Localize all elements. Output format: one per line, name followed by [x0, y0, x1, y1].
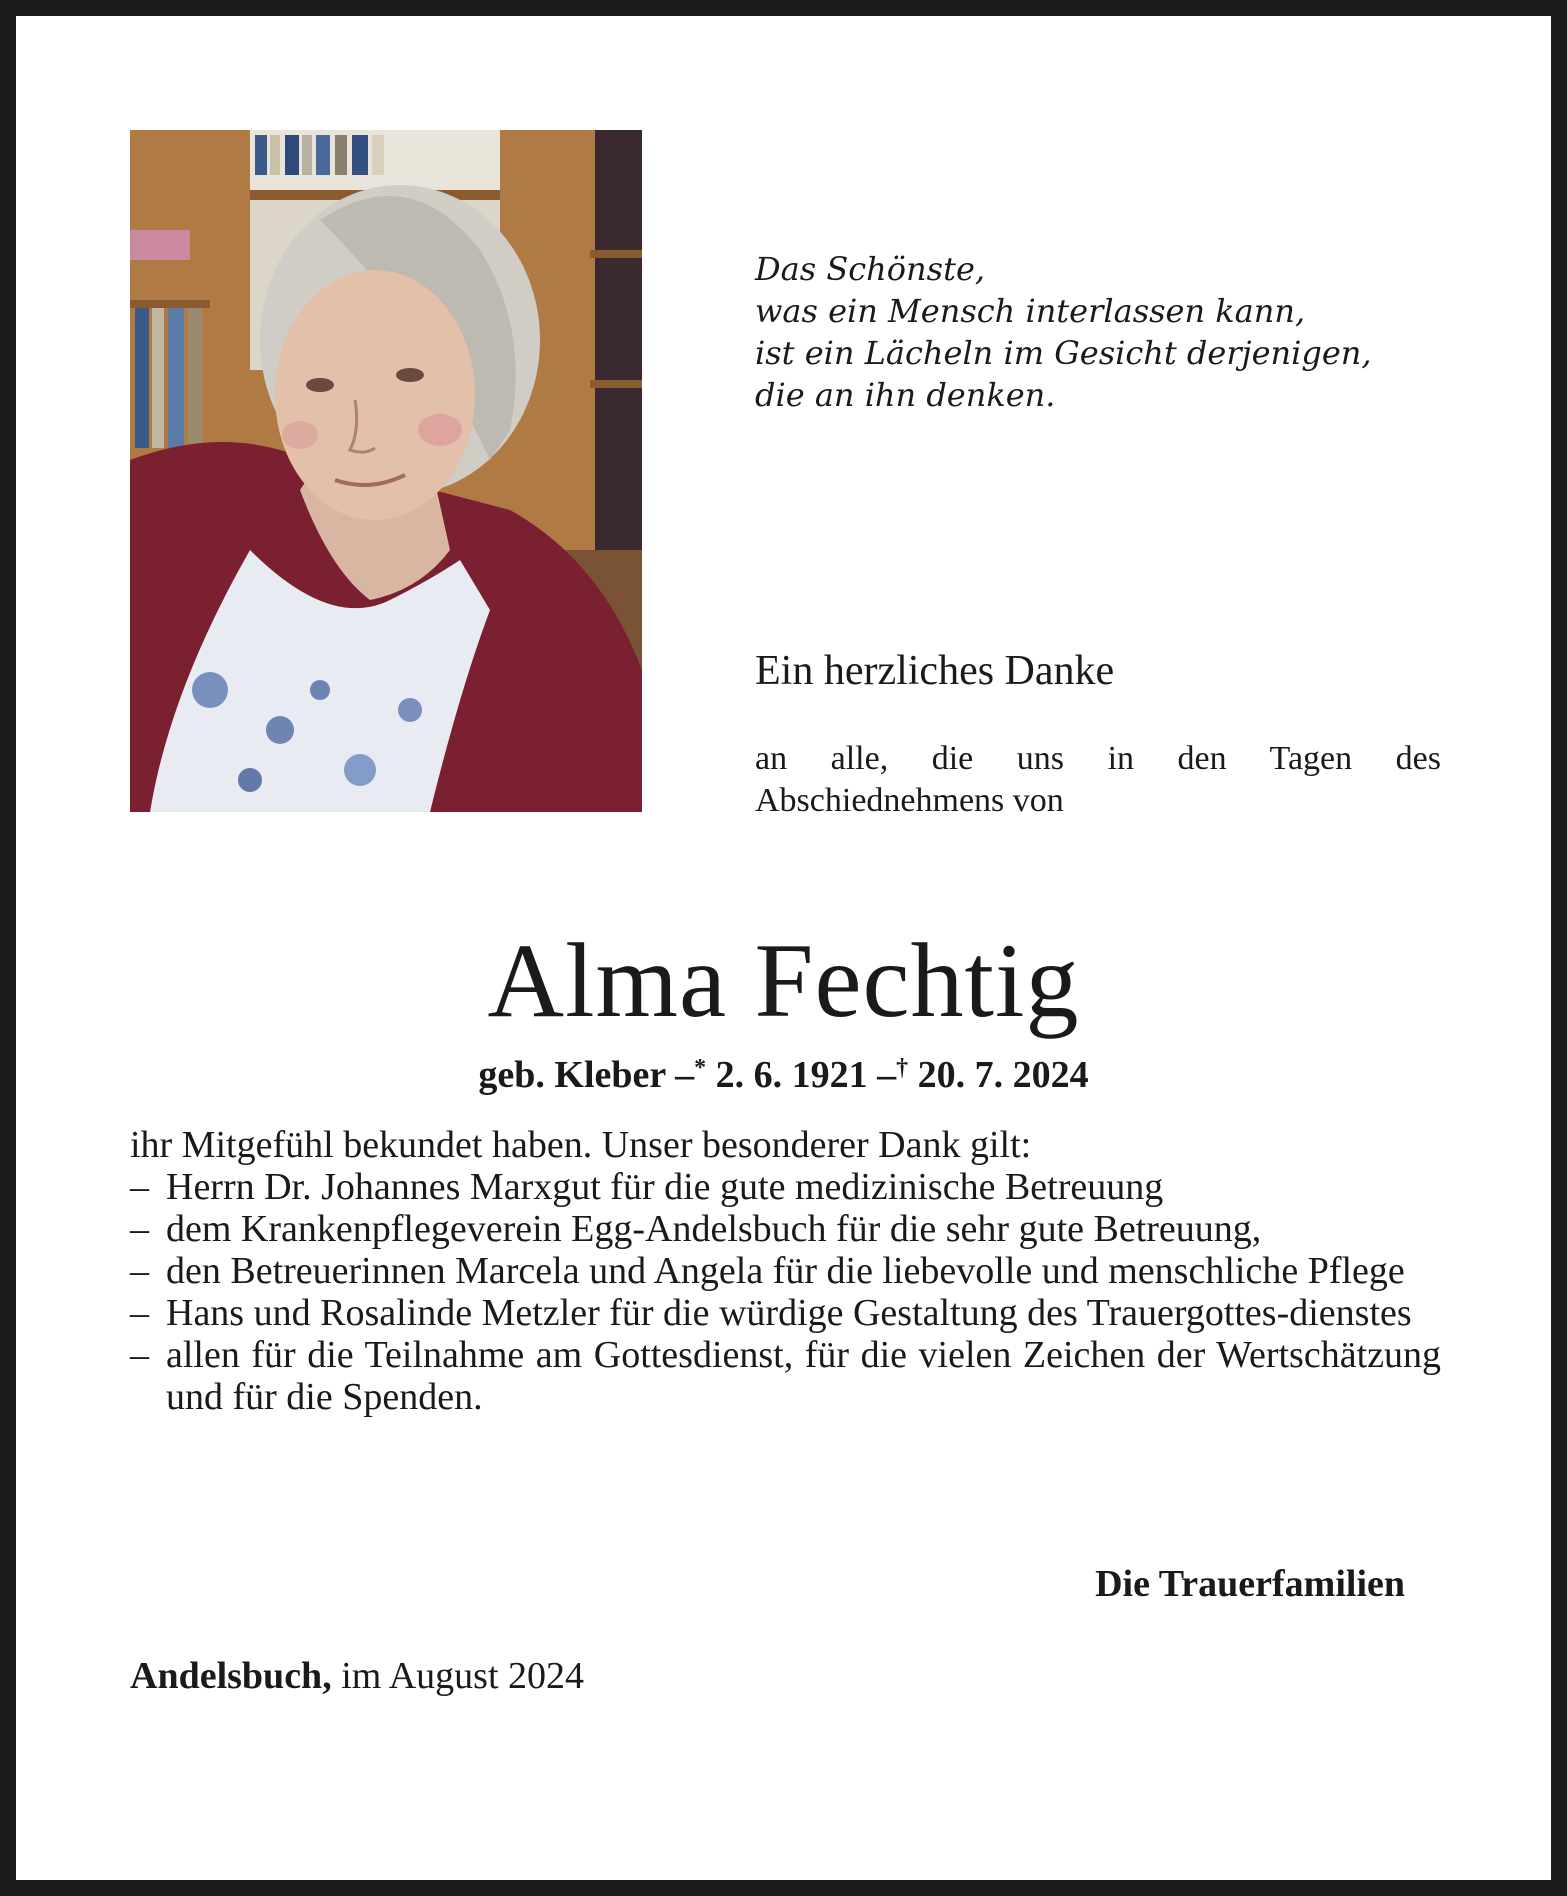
place: Andelsbuch,: [130, 1655, 332, 1697]
bullet-dash: –: [130, 1250, 149, 1292]
list-item-text: allen für die Teilnahme am Gottesdienst, für die vielen Zeichen der Wertschätzung und für die Spenden.: [166, 1334, 1441, 1418]
quote-line: ist ein Lächeln im Gesicht derjenigen,: [755, 334, 1372, 372]
thanks-intro-line: Abschiednehmens von: [755, 782, 1064, 819]
portrait-illustration: [130, 130, 642, 812]
bullet-dash: –: [130, 1334, 149, 1376]
bullet-dash: –: [130, 1166, 149, 1208]
date-separator: –: [877, 1054, 897, 1096]
quote-line: was ein Mensch interlassen kann,: [755, 292, 1306, 330]
thanks-list: [130, 1166, 1441, 1418]
death-date: 20. 7. 2024: [917, 1054, 1089, 1096]
bullet-dash: –: [130, 1208, 149, 1250]
list-item: [130, 1250, 1441, 1292]
list-item: [130, 1334, 1441, 1418]
birth-symbol: *: [694, 1055, 707, 1081]
date-separator: –: [675, 1054, 695, 1096]
list-item-text: den Betreuerinnen Marcela und Angela für die liebevolle und menschliche Pflege: [166, 1250, 1405, 1292]
birth-name: geb. Kleber: [478, 1054, 666, 1096]
thanks-intro: [755, 738, 1441, 822]
deceased-name: Alma Fechtig: [487, 922, 1080, 1039]
place-date: [130, 1652, 584, 1700]
list-item: [130, 1292, 1441, 1334]
date: im August 2024: [341, 1655, 585, 1697]
quote-line: Das Schönste,: [755, 250, 986, 288]
list-item-text: Herrn Dr. Johannes Marxgut für die gute medizinische Betreuung: [166, 1166, 1164, 1208]
birth-date: 2. 6. 1921: [715, 1054, 868, 1096]
signature: Die Trauerfamilien: [1095, 1563, 1405, 1605]
list-item: [130, 1208, 1441, 1250]
thanks-intro-line: an alle, die uns in den Tagen des: [755, 740, 1441, 777]
bullet-dash: –: [130, 1292, 149, 1334]
quote-line: die an ihn denken.: [755, 376, 1056, 414]
list-item-text: dem Krankenpflegeverein Egg-Andelsbuch für die sehr gute Betreuung,: [166, 1208, 1262, 1250]
thanks-body-intro: ihr Mitgefühl bekundet haben. Unser besonderer Dank gilt:: [130, 1124, 1032, 1166]
obituary-card: [16, 16, 1551, 1880]
list-item-text: Hans und Rosalinde Metzler für die würdige Gestaltung des Trauergottes-dienstes: [166, 1292, 1412, 1334]
life-dates: [16, 1044, 1551, 1099]
death-symbol: †: [896, 1055, 909, 1081]
thanks-body: [130, 1124, 1441, 1418]
memorial-quote: [755, 248, 1372, 416]
list-item: [130, 1166, 1441, 1208]
thanks-heading: Ein herzliches Danke: [755, 648, 1115, 694]
portrait-photo: [130, 130, 642, 812]
